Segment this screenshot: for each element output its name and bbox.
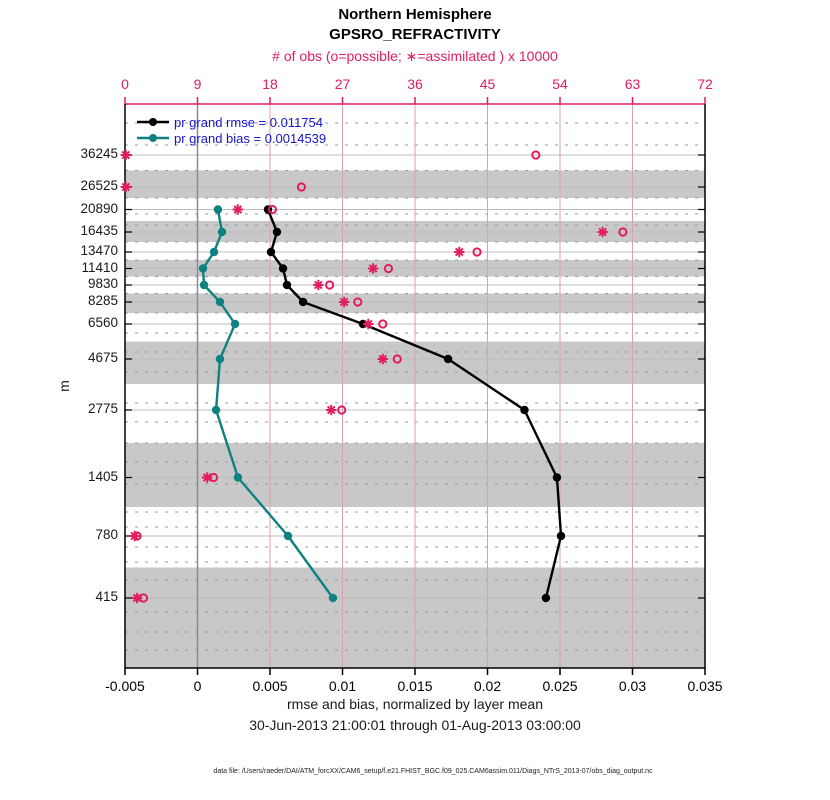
bottom-tick-label: 0.025: [542, 678, 578, 694]
bias-point: [200, 281, 208, 289]
rmse-point: [553, 473, 561, 481]
bias-point: [231, 320, 239, 328]
assimilated-marker: [121, 150, 131, 160]
chart-title-line1: Northern Hemisphere: [338, 6, 492, 23]
rmse-point: [520, 406, 528, 414]
bias-point: [212, 406, 220, 414]
top-tick-label: 54: [552, 76, 568, 92]
top-tick-label: 0: [121, 76, 129, 92]
bottom-tick-label: 0.02: [473, 678, 502, 694]
rmse-point: [299, 298, 307, 306]
bias-point: [199, 264, 207, 272]
bottom-tick-label: 0.03: [618, 678, 647, 694]
top-tick-label: 27: [334, 76, 351, 92]
assimilated-marker: [233, 204, 243, 214]
bias-point: [216, 298, 224, 306]
bias-point: [214, 205, 222, 213]
assimilated-marker: [326, 405, 336, 415]
y-tick-label: 4675: [87, 350, 118, 365]
legend-bias-label: pr grand bias = 0.0014539: [174, 130, 327, 146]
top-axis-title: # of obs (o=possible; ∗=assimilated ) x 10000: [272, 48, 558, 64]
y-tick-label: 415: [95, 589, 118, 604]
date-range-label: 30-Jun-2013 21:00:01 through 01-Aug-2013 03:00:00: [249, 717, 581, 733]
top-tick-label: 72: [697, 76, 713, 92]
y-tick-label: 13470: [80, 243, 118, 258]
x-axis-title: rmse and bias, normalized by layer mean: [286, 696, 544, 712]
bottom-tick-label: 0.01: [328, 678, 357, 694]
y-axis-title: m: [55, 380, 72, 392]
y-tick-label: 2775: [87, 401, 118, 416]
rmse-point: [279, 264, 287, 272]
top-tick-label: 45: [479, 76, 496, 92]
rmse-point: [557, 532, 565, 540]
y-tick-label: 11410: [81, 259, 118, 275]
chart-title-line2: GPSRO_REFRACTIVITY: [329, 26, 501, 43]
rmse-point: [444, 355, 452, 363]
bottom-tick-label: 0.035: [687, 678, 723, 694]
bias-point: [284, 532, 292, 540]
bottom-tick-label: 0.015: [397, 678, 433, 694]
y-tick-label: 20890: [80, 200, 118, 216]
assimilated-marker: [454, 247, 464, 257]
top-tick-label: 36: [407, 76, 423, 92]
bias-point: [234, 473, 242, 481]
bottom-tick-label: -0.005: [105, 678, 145, 694]
y-tick-label: 1405: [87, 468, 118, 484]
y-tick-label: 8285: [87, 293, 118, 308]
y-tick-label: 26525: [80, 178, 118, 193]
y-tick-label: 36245: [80, 146, 118, 161]
legend-rmse-label: pr grand rmse = 0.011754: [174, 114, 323, 130]
rmse-point: [273, 228, 281, 236]
legend-rmse-line-icon: [136, 117, 170, 127]
bias-point: [329, 594, 337, 602]
rmse-point: [542, 594, 550, 602]
y-tick-label: 780: [95, 527, 118, 542]
legend: [136, 114, 326, 146]
bias-point: [216, 355, 224, 363]
top-tick-label: 9: [193, 76, 202, 92]
bottom-tick-label: 0.005: [252, 678, 288, 694]
bottom-tick-label: 0: [193, 678, 202, 694]
rmse-point: [267, 248, 275, 256]
bias-point: [210, 248, 218, 256]
top-tick-label: 18: [262, 76, 278, 92]
data-file-path: data file: /Users/raeder/DAI/ATM_forcXX/CAM6_setup/f.e21.FHIST_BGC.f09_025.CAM6assim.011/Diags_NTrS_2013-07/obs_diag_output.nc: [213, 768, 653, 775]
y-tick-label: 6560: [87, 315, 118, 330]
bias-point: [218, 228, 226, 236]
y-tick-label: 9830: [87, 276, 118, 291]
legend-row-rmse: [136, 114, 326, 130]
y-tick-label: 16435: [80, 223, 118, 238]
legend-bias-line-icon: [136, 133, 170, 143]
top-tick-label: 63: [624, 76, 641, 92]
assimilated-marker: [313, 280, 323, 290]
rmse-point: [283, 281, 291, 289]
legend-row-bias: [136, 130, 326, 146]
